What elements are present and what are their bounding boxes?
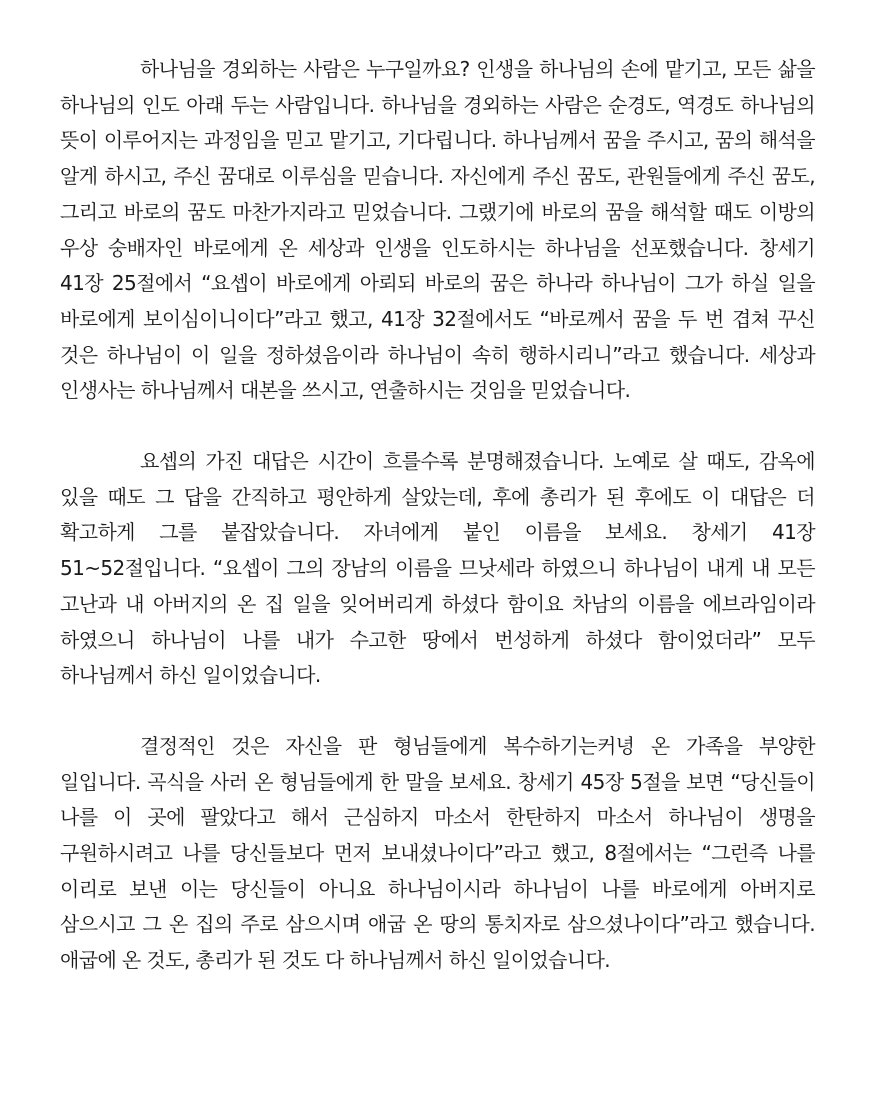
paragraph-3: 결정적인 것은 자신을 판 형님들에게 복수하기는커녕 온 가족을 부양한 일입니다. 곡식을 사러 온 형님들에게 한 말을 보세요. 창세기 45장 5절을 보면 “당신들이 나를 이 곳에 팔았다고 해서 근심하지 마소서 한탄하지 마소서 하나님이 생명을 구원하시려고 나를 당신들보다 먼저 보내셨나이다”라고 했고, 8절에서는 “그런즉 나를 이리로 보낸 이는 당신들이 아니요 하나님이시라 하나님이 나를 바로에게 아버지로 삼으시고 그 온 집의 주로 삼으시며 애굽 온 땅의 통치자로 삼으셨나이다”라고 했습니다. 애굽에 온 것도, 총리가 된 것도 다 하나님께서 하신 일이었습니다.: [60, 733, 815, 973]
paragraph-1: 하나님을 경외하는 사람은 누구일까요? 인생을 하나님의 손에 맡기고, 모든 삶을 하나님의 인도 아래 두는 사람입니다. 하나님을 경외하는 사람은 순경도, 역경도 하나님의 뜻이 이루어지는 과정임을 믿고 맡기고, 기다립니다. 하나님께서 꿈을 주시고, 꿈의 해석을 알게 하시고, 주신 꿈대로 이루심을 믿습니다. 자신에게 주신 꿈도, 관원들에게 주신 꿈도, 그리고 바로의 꿈도 마찬가지라고 믿었습니다. 그랬기에 바로의 꿈을 해석할 때도 이방의 우상 숭배자인 바로에게 온 세상과 인생을 인도하시는 하나님을 선포했습니다. 창세기 41장 25절에서 “요셉이 바로에게 아뢰되 바로의 꿈은 하나라 하나님이 그가 하실 일을 바로에게 보이심이니이다”라고 했고, 41장 32절에서도 “바로께서 꿈을 두 번 겹쳐 꾸신 것은 하나님이 이 일을 정하셨음이라 하나님이 속히 행하시리니”라고 했습니다. 세상과 인생사는 하나님께서 대본을 쓰시고, 연출하시는 것임을 믿었습니다.: [60, 57, 815, 403]
paragraph-2: 요셉의 가진 대답은 시간이 흐를수록 분명해졌습니다. 노예로 살 때도, 감옥에 있을 때도 그 답을 간직하고 평안하게 살았는데, 후에 총리가 된 후에도 이 대답은 더 확고하게 그를 붙잡았습니다. 자녀에게 붙인 이름을 보세요. 창세기 41장 51~52절입니다. “요셉이 그의 장남의 이름을 므낫세라 하였으니 하나님이 내게 내 모든 고난과 내 아버지의 온 집 일을 잊어버리게 하셨다 함이요 차남의 이름을 에브라임이라 하였으니 하나님이 나를 내가 수고한 땅에서 번성하게 하셨다 함이었더라” 모두 하나님께서 하신 일이었습니다.: [60, 449, 815, 688]
